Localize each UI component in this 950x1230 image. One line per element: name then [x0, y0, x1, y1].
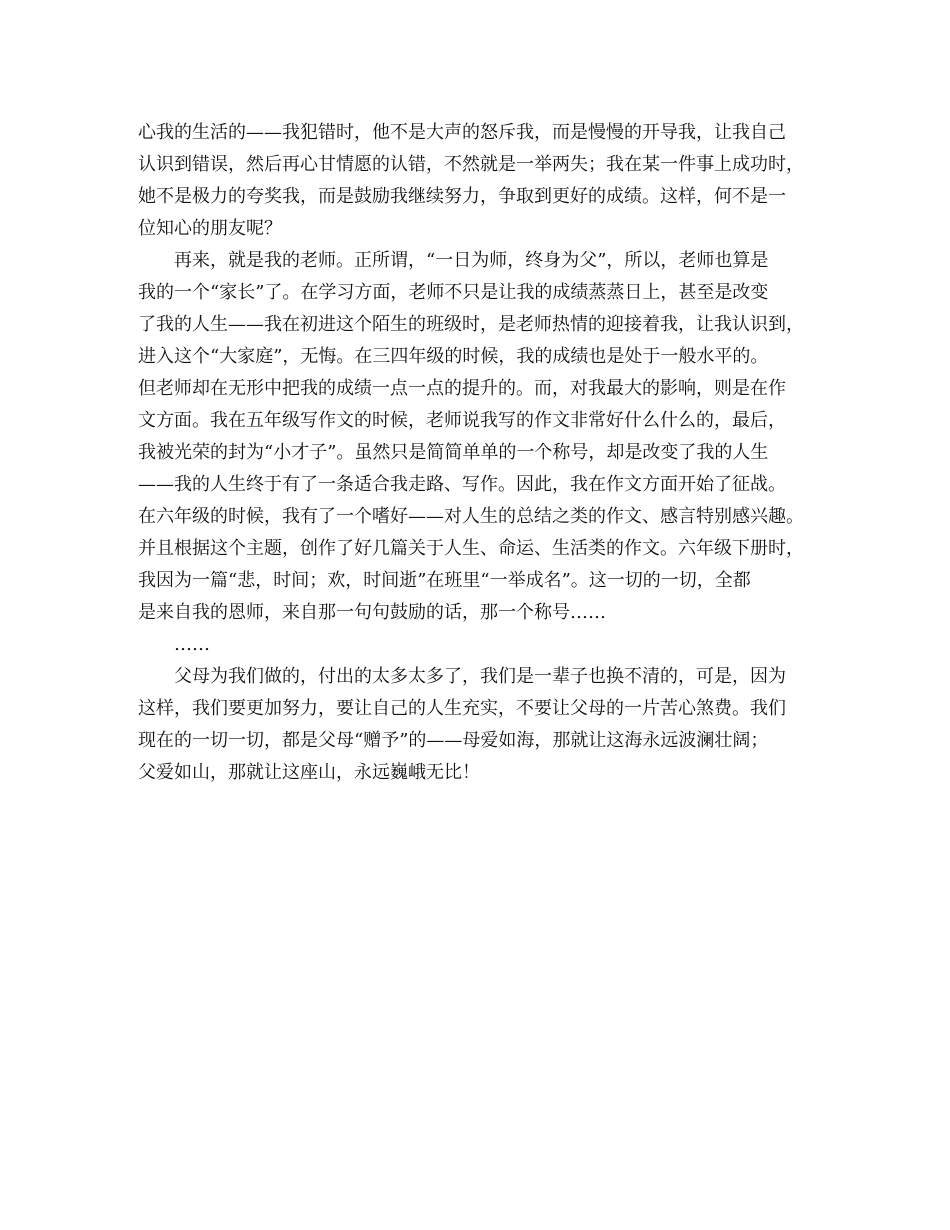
text-line: 再来，就是我的老师。正所谓，“一日为师，终身为父”，所以，老师也算是 — [174, 250, 769, 271]
essay-body — [138, 117, 828, 789]
text-line: 位知心的朋友呢？ — [138, 218, 282, 239]
text-line: 进入这个“大家庭”，无悔。在三四年级的时候，我的成绩也是处于一般水平的。 — [138, 346, 769, 367]
text-line: …… — [174, 634, 210, 655]
text-line: 现在的一切一切，都是父母“赠予”的——母爱如海，那就让这海永远波澜壮阔； — [138, 730, 769, 751]
text-line: 父母为我们做的，付出的太多太多了，我们是一辈子也换不清的，可是，因为 — [174, 666, 786, 687]
text-line: 我因为一篇“悲，时间；欢，时间逝”在班里“一举成名”。这一切的一切，全都 — [138, 570, 751, 591]
text-line: ——我的人生终于有了一条适合我走路、写作。因此，我在作文方面开始了征战。 — [138, 474, 786, 495]
text-line: 我的一个“家长”了。在学习方面，老师不只是让我的成绩蒸蒸日上，甚至是改变 — [138, 282, 769, 303]
text-line: 文方面。我在五年级写作文的时候，老师说我写的作文非常好什么什么的，最后， — [138, 410, 786, 431]
text-line: 在六年级的时候，我有了一个嗜好——对人生的总结之类的作文、感言特别感兴趣。 — [138, 506, 804, 527]
text-line: 是来自我的恩师，来自那一句句鼓励的话，那一个称号…… — [138, 602, 606, 623]
text-line: 心我的生活的——我犯错时，他不是大声的怒斥我，而是慢慢的开导我，让我自己 — [138, 122, 786, 143]
text-line: 但老师却在无形中把我的成绩一点一点的提升的。而，对我最大的影响，则是在作 — [138, 378, 786, 399]
text-line: 认识到错误，然后再心甘情愿的认错，不然就是一举两失；我在某一件事上成功时， — [138, 154, 804, 175]
text-line: 了我的人生——我在初进这个陌生的班级时，是老师热情的迎接着我，让我认识到， — [138, 314, 804, 335]
text-line: 父爱如山，那就让这座山，永远巍峨无比！ — [138, 762, 480, 783]
text-line: 我被光荣的封为“小才子”。虽然只是简简单单的一个称号，却是改变了我的人生 — [138, 442, 769, 463]
text-line: 她不是极力的夸奖我，而是鼓励我继续努力，争取到更好的成绩。这样，何不是一 — [138, 186, 786, 207]
text-line: 这样，我们要更加努力，要让自己的人生充实，不要让父母的一片苦心煞费。我们 — [138, 698, 786, 719]
text-line: 并且根据这个主题，创作了好几篇关于人生、命运、生活类的作文。六年级下册时， — [138, 538, 804, 559]
